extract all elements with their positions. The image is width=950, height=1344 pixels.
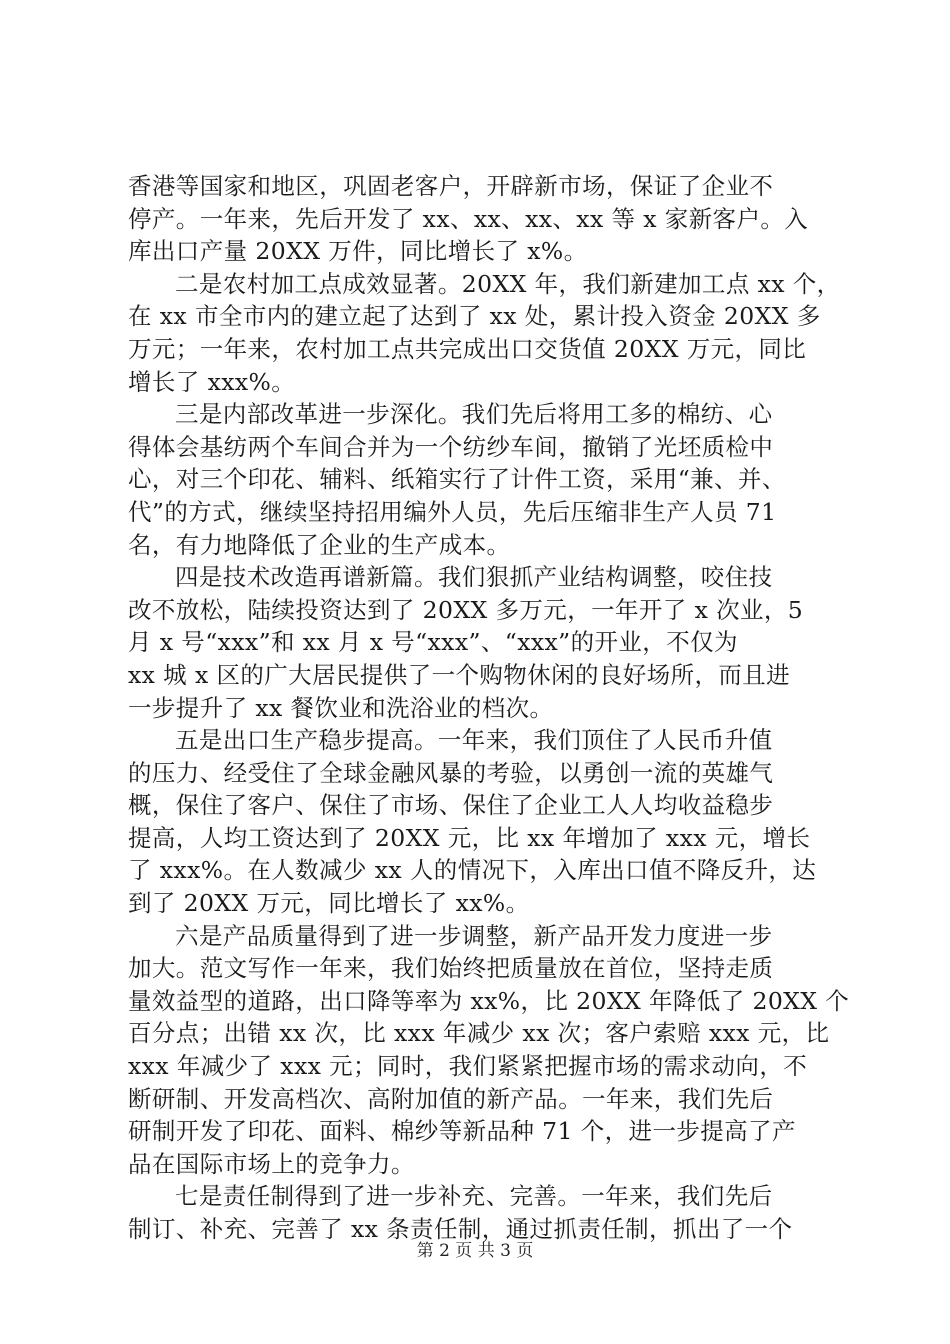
paragraph-first-line: 七是责任制得到了进一步补充、完善。一年来，我们先后 [175,1182,773,1211]
page-footer: 第 2 页 共 3 页 [416,1241,534,1261]
text-line: 加大。范文写作一年来，我们始终把质量放在首位，坚持走质 [128,954,774,983]
text-line: 库出口产量 20XX 万件，同比增长了 x%。 [128,237,588,266]
text-line: 量效益型的道路，出口降等率为 xx%，比 20XX 年降低了 20XX 个 [128,986,850,1015]
text-line: 香港等国家和地区，巩固老客户，开辟新市场，保证了企业不 [128,172,774,200]
text-line: 到了 20XX 万元，同比增长了 xx%。 [128,889,530,918]
paragraph-first-line: 六是产品质量得到了进一步调整，新产品开发力度进一步 [175,921,773,950]
text-line: 概，保住了客户、保住了市场、保住了企业工人人均收益稳步 [128,791,774,820]
paragraph-first-line: 三是内部改革进一步深化。我们先后将用工多的棉纺、心 [175,400,773,429]
text-line: 的压力、经受住了全球金融风暴的考验，以勇创一流的英雄气 [128,758,774,787]
text-line: 名，有力地降低了企业的生产成本。 [128,530,511,559]
text-line: 增长了 xxx%。 [128,367,296,396]
text-line: xx 城 x 区的广大居民提供了一个购物休闲的良好场所，而且进 [128,660,791,689]
text-line: 月 x 号“xxx”和 xx 月 x 号“xxx”、“xxx”的开业，不仅为 [128,628,738,657]
text-line: 制订、补充、完善了 xx 条责任制，通过抓责任制，抓出了一个 [128,1215,793,1243]
text-line: 断研制、开发高档次、高附加值的新产品。一年来，我们先后 [128,1084,774,1113]
text-line: 百分点；出错 xx 次，比 xxx 年减少 xx 次；客户索赔 xxx 元，比 [128,1019,830,1048]
text-line: 了 xxx%。在人数减少 xx 人的情况下，入库出口值不降反升，达 [128,856,817,885]
text-line: 改不放松，陆续投资达到了 20XX 多万元，一年开了 x 次业，5 [128,595,804,624]
text-line: 得体会基纺两个车间合并为一个纺纱车间，撤销了光坯质检中 [128,432,774,461]
paragraph-first-line: 四是技术改造再谱新篇。我们狠抓产业结构调整，咬住技 [175,563,773,592]
text-line: 万元；一年来，农村加工点共完成出口交货值 20XX 万元，同比 [128,334,807,363]
text-line: 品在国际市场上的竞争力。 [128,1149,415,1178]
text-line: 提高，人均工资达到了 20XX 元，比 xx 年增加了 xxx 元，增长 [128,823,811,852]
text-line: 代”的方式，继续坚持招用编外人员，先后压缩非生产人员 71 [128,497,777,526]
paragraph-first-line: 五是出口生产稳步提高。一年来，我们顶住了人民币升值 [175,726,773,755]
paragraph-first-line: 二是农村加工点成效显著。20XX 年，我们新建加工点 xx 个， [175,269,841,298]
text-line: 一步提升了 xx 餐饮业和洗浴业的档次。 [128,693,554,722]
text-line: xxx 年减少了 xxx 元；同时，我们紧紧把握市场的需求动向，不 [128,1052,808,1081]
text-line: 心，对三个印花、辅料、纸箱实行了计件工资，采用“兼、并、 [128,465,786,494]
text-line: 研制开发了印花、面料、棉纱等新品种 71 个，进一步提高了产 [128,1117,796,1146]
text-line: 停产。一年来，先后开发了 xx、xx、xx、xx 等 x 家新客户。入 [128,204,809,233]
body-text [128,170,850,1246]
text-line: 在 xx 市全市内的建立起了达到了 xx 处，累计投入资金 20XX 多 [128,302,821,331]
